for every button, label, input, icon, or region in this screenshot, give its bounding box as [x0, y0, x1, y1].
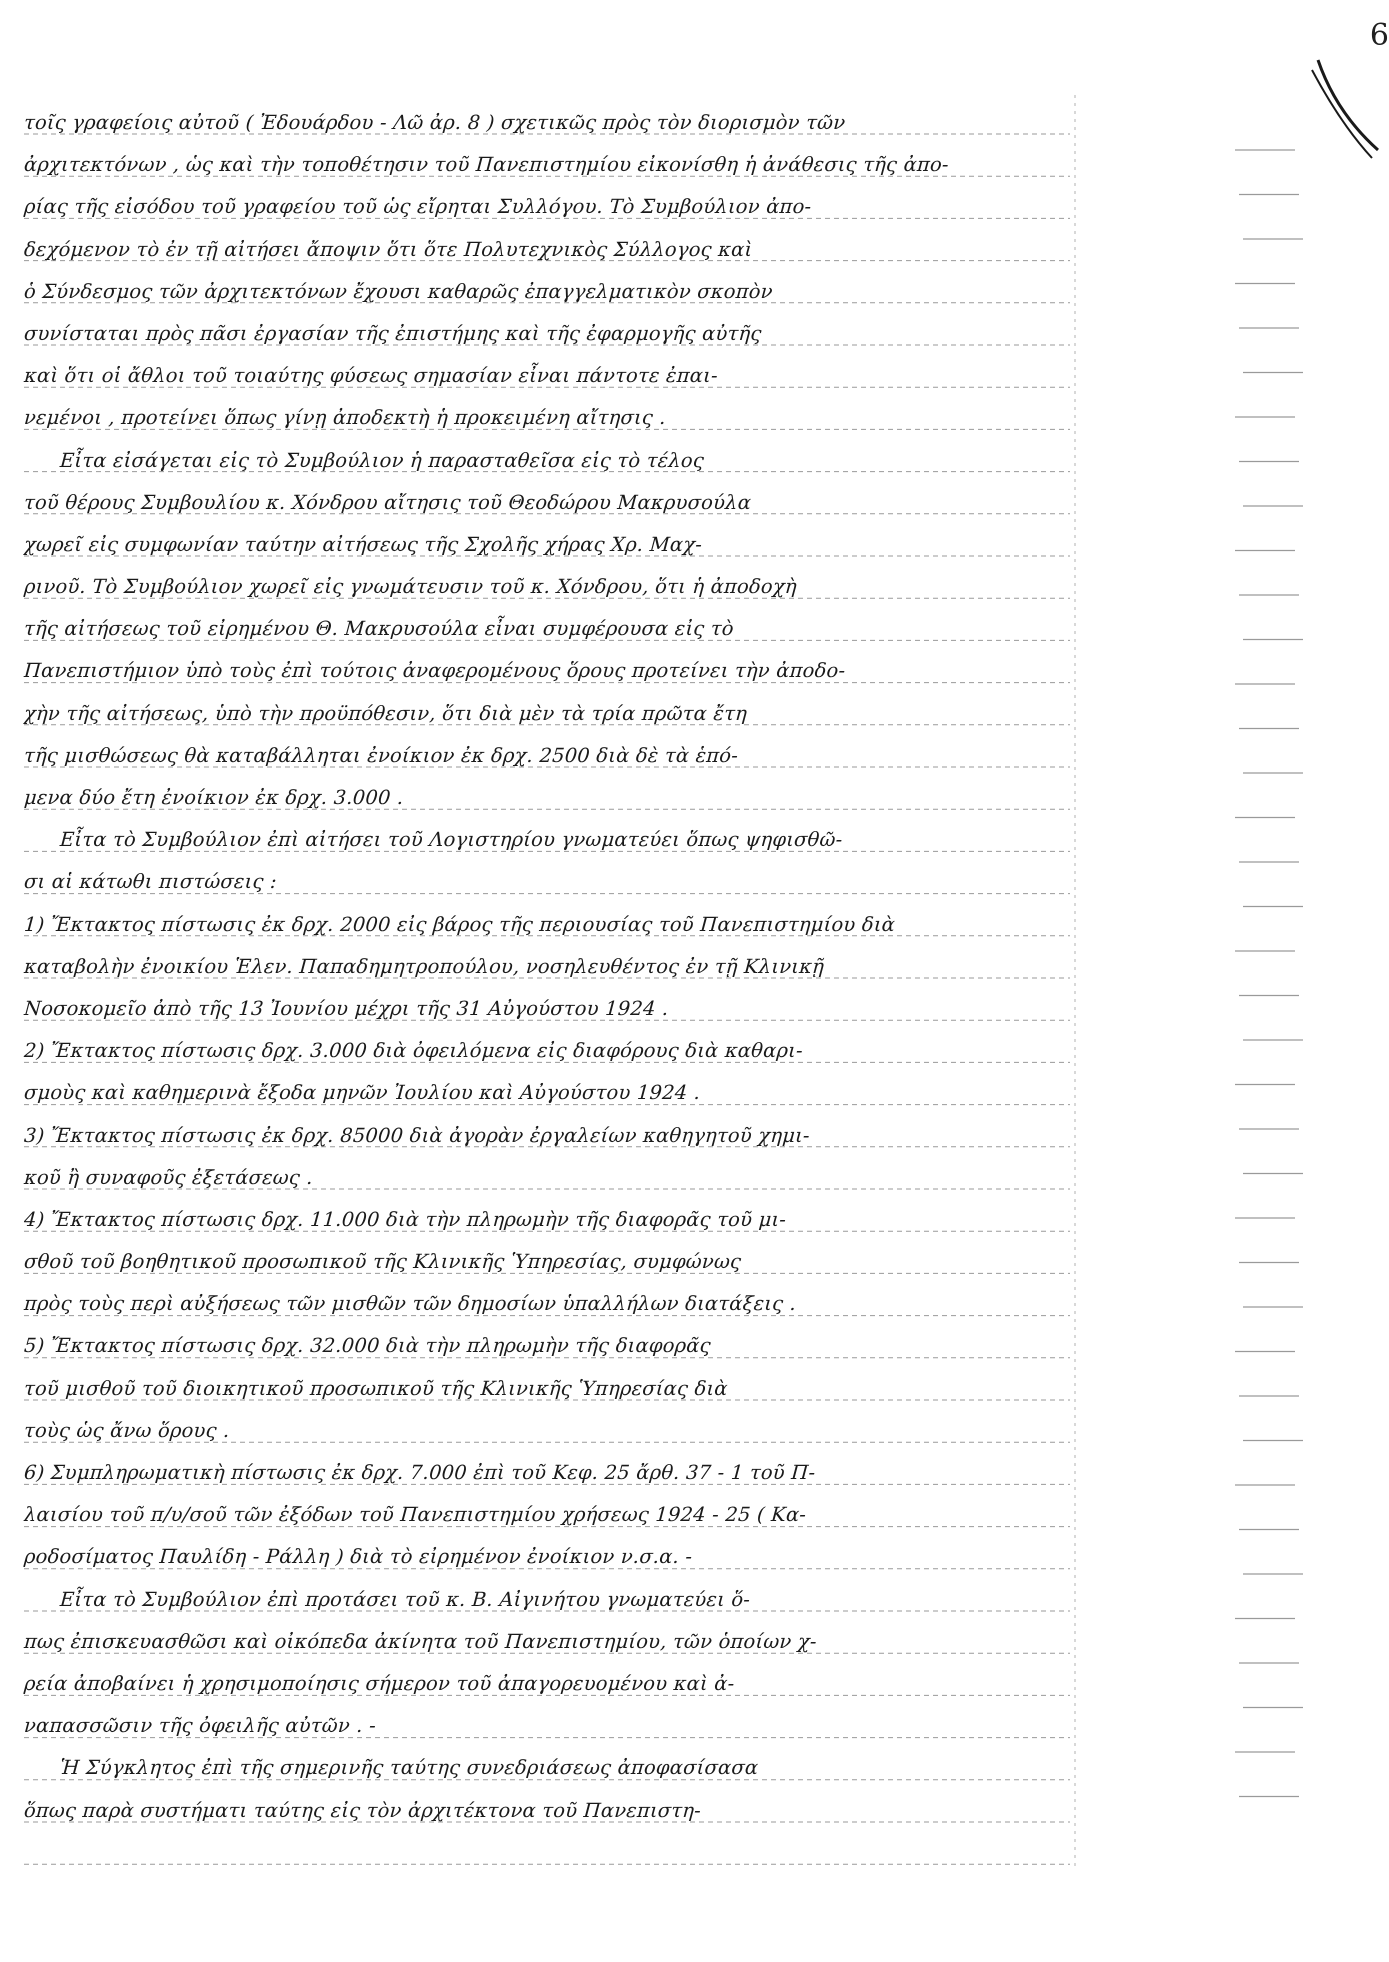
text-line: 6) Συμπληρωματικὴ πίστωσις ἐκ δρχ. 7.000 ἐπὶ τοῦ Κεφ. 25 ἄρθ. 37 - 1 τοῦ Π-	[23, 1461, 817, 1484]
text-line: ναπασσῶσιν τῆς ὀφειλῆς αὐτῶν . -	[23, 1714, 377, 1738]
text-line: τῆς αἰτήσεως τοῦ εἰρημένου Θ. Μακρυσούλα εἶναι συμφέρουσα εἰς τὸ	[23, 617, 735, 641]
text-line: σι αἱ κάτωθι πιστώσεις :	[23, 870, 278, 894]
text-line: 5) Ἔκτακτος πίστωσις δρχ. 32.000 διὰ τὴν πληρωμὴν τῆς διαφορᾶς	[23, 1334, 712, 1358]
text-line: ρίας τῆς εἰσόδου τοῦ γραφείου τοῦ ὡς εἴρηται Συλλόγου. Τὸ Συμβούλιον ἀπο-	[23, 195, 813, 219]
text-line: ρεία ἀποβαίνει ἡ χρησιμοποίησις σήμερον τοῦ ἀπαγορευομένου καὶ ἀ-	[23, 1671, 736, 1695]
text-line: 1) Ἔκτακτος πίστωσις ἐκ δρχ. 2000 εἰς βάρος τῆς περιουσίας τοῦ Πανεπιστημίου διὰ	[23, 912, 896, 936]
text-line: τοῦ μισθοῦ τοῦ διοικητικοῦ προσωπικοῦ τῆς Κλινικῆς Ὑπηρεσίας διὰ	[23, 1376, 729, 1400]
text-line: ὁ Σύνδεσμος τῶν ἀρχιτεκτόνων ἔχουσι καθαρῶς ἐπαγγελματικὸν σκοπὸν	[23, 279, 774, 303]
text-line: ὅπως παρὰ συστήματι ταύτης εἰς τὸν ἀρχιτέκτονα τοῦ Πανεπιστη-	[23, 1798, 702, 1822]
text-line: ροδοσίματος Παυλίδη - Ράλλη ) διὰ τὸ εἰρημένον ἐνοίκιον ν.σ.α. -	[23, 1545, 694, 1569]
text-line: τοῦ θέρους Συμβουλίου κ. Χόνδρου αἴτησις τοῦ Θεοδώρου Μακρυσούλα	[23, 490, 752, 514]
text-line: 3) Ἔκτακτος πίστωσις ἐκ δρχ. 85000 διὰ ἀγορὰν ἐργαλείων καθηγητοῦ χημι-	[23, 1123, 811, 1147]
text-line: Εἶτα τὸ Συμβούλιον ἐπὶ προτάσει τοῦ κ. Β. Αἰγινήτου γνωματεύει ὅ-	[59, 1587, 751, 1611]
text-line: μενα δύο ἔτη ἐνοίκιον ἐκ δρχ. 3.000 .	[23, 786, 405, 809]
text-line: πρὸς τοὺς περὶ αὐξήσεως τῶν μισθῶν τῶν δημοσίων ὑπαλλήλων διατάξεις .	[23, 1292, 797, 1316]
text-line: δεχόμενον τὸ ἐν τῇ αἰτήσει ἄποψιν ὅτι ὅτε Πολυτεχνικὸς Σύλλογος καὶ	[23, 237, 754, 261]
text-line: σθοῦ τοῦ βοηθητικοῦ προσωπικοῦ τῆς Κλινικῆς Ὑπηρεσίας, συμφώνως	[23, 1250, 743, 1274]
text-line: καταβολὴν ἐνοικίου Ἑλεν. Παπαδημητροπούλου, νοσηλευθέντος ἐν τῇ Κλινικῇ	[23, 954, 825, 978]
text-line: κοῦ ἢ συναφοῦς ἐξετάσεως .	[23, 1165, 314, 1189]
text-line: συνίσταται πρὸς πᾶσι ἐργασίαν τῆς ἐπιστήμης καὶ τῆς ἐφαρμογῆς αὐτῆς	[23, 321, 763, 345]
text-line: 2) Ἔκτακτος πίστωσις δρχ. 3.000 διὰ ὀφειλόμενα εἰς διαφόρους διὰ καθαρι-	[23, 1039, 804, 1063]
text-line: πως ἐπισκευασθῶσι καὶ οἰκόπεδα ἀκίνητα τοῦ Πανεπιστημίου, τῶν ὁποίων χ-	[23, 1629, 818, 1653]
text-line: ἀρχιτεκτόνων , ὡς καὶ τὴν τοποθέτησιν τοῦ Πανεπιστημίου εἰκονίσθη ἡ ἀνάθεσις τῆς ἀπο-	[23, 153, 950, 177]
text-line: Πανεπιστήμιον ὑπὸ τοὺς ἐπὶ τούτοις ἀναφερομένους ὅρους προτείνει τὴν ἀποδο-	[23, 659, 847, 683]
text-line: 4) Ἔκτακτος πίστωσις δρχ. 11.000 διὰ τὴν πληρωμὴν τῆς διαφορᾶς τοῦ μι-	[23, 1207, 787, 1231]
text-line: χωρεῖ εἰς συμφωνίαν ταύτην αἰτήσεως τῆς Σχολῆς χήρας Χρ. Μαχ-	[23, 532, 703, 556]
text-line: Νοσοκομεῖο ἀπὸ τῆς 13 Ἰουνίου μέχρι τῆς 31 Αὐγούστου 1924 .	[23, 996, 670, 1020]
text-line: τοὺς ὡς ἄνω ὅρους .	[23, 1418, 231, 1442]
page-number: 6	[1369, 18, 1389, 53]
text-line: νεμένοι , προτείνει ὅπως γίνῃ ἀποδεκτὴ ἡ προκειμένη αἴτησις .	[23, 406, 667, 430]
text-line: Εἶτα εἰσάγεται εἰς τὸ Συμβούλιον ἡ παρασταθεῖσα εἰς τὸ τέλος	[59, 448, 705, 472]
text-line: Εἶτα τὸ Συμβούλιον ἐπὶ αἰτήσει τοῦ Λογιστηρίου γνωματεύει ὅπως ψηφισθῶ-	[59, 828, 844, 852]
text-line: λαισίου τοῦ π/υ/σοῦ τῶν ἐξόδων τοῦ Πανεπιστημίου χρήσεως 1924 - 25 ( Κα-	[23, 1503, 807, 1527]
handwritten-text-body	[24, 102, 1069, 1832]
text-line: καὶ ὅτι οἱ ἄθλοι τοῦ τοιαύτης φύσεως σημασίαν εἶναι πάντοτε ἐπαι-	[23, 364, 719, 388]
text-line: Ἡ Σύγκλητος ἐπὶ τῆς σημερινῆς ταύτης συνεδριάσεως ἀποφασίσασα	[59, 1756, 760, 1780]
text-line: χὴν τῆς αἰτήσεως, ὑπὸ τὴν προϋπόθεσιν, ὅτι διὰ μὲν τὰ τρία πρῶτα ἔτη	[23, 701, 748, 725]
text-line: τοῖς γραφείοις αὐτοῦ ( Ἐδουάρδου - Λῶ ἀρ. 8 ) σχετικῶς πρὸς τὸν διορισμὸν τῶν	[23, 111, 847, 134]
text-line: ρινοῦ. Τὸ Συμβούλιον χωρεῖ εἰς γνωμάτευσιν τοῦ κ. Χόνδρου, ὅτι ἡ ἀποδοχὴ	[23, 575, 798, 599]
text-line: σμοὺς καὶ καθημερινὰ ἔξοδα μηνῶν Ἰουλίου καὶ Αὐγούστου 1924 .	[23, 1081, 702, 1105]
text-line: τῆς μισθώσεως θὰ καταβάλληται ἐνοίκιον ἐκ δρχ. 2500 διὰ δὲ τὰ ἑπό-	[23, 743, 739, 767]
